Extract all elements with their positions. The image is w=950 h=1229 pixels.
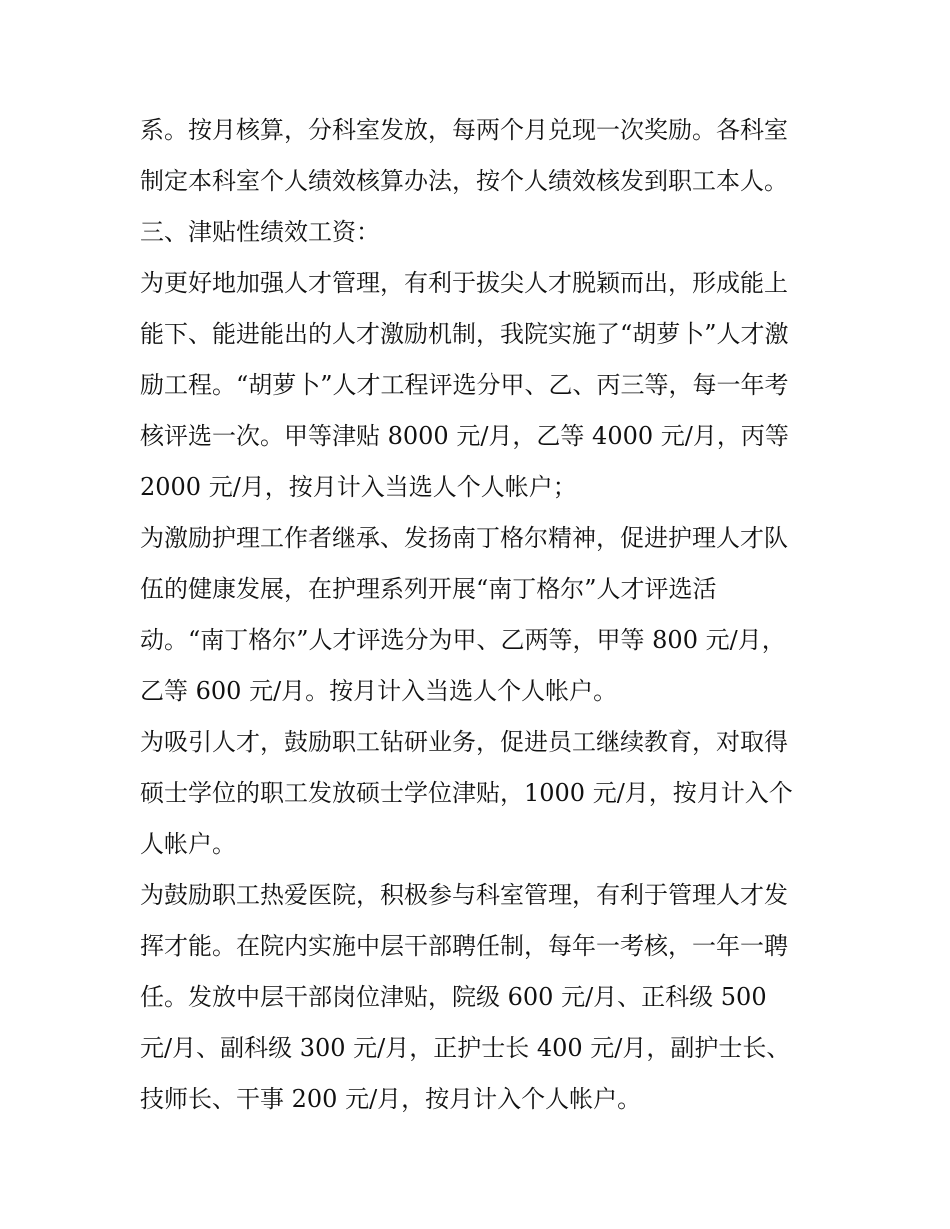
text-line: 任。发放中层干部岗位津贴，院级 600 元/月、正科级 500 bbox=[140, 983, 767, 1011]
text-line: 能下、能进能出的人才激励机制，我院实施了“胡萝卜”人才激 bbox=[140, 320, 789, 348]
text-line: 元/月、副科级 300 元/月，正护士长 400 元/月，副护士长、 bbox=[140, 1034, 791, 1062]
text-line: 为更好地加强人才管理，有利于拔尖人才脱颖而出，形成能上 bbox=[140, 269, 788, 297]
text-line: 伍的健康发展，在护理系列开展“南丁格尔”人才评选活 bbox=[140, 575, 717, 603]
text-line: 核评选一次。甲等津贴 8000 元/月，乙等 4000 元/月，丙等 bbox=[140, 422, 789, 450]
text-line: 制定本科室个人绩效核算办法，按个人绩效核发到职工本人。 bbox=[140, 167, 788, 195]
text-line: 挥才能。在院内实施中层干部聘任制，每年一考核，一年一聘 bbox=[140, 932, 788, 960]
text-line: 技师长、干事 200 元/月，按月计入个人帐户。 bbox=[140, 1085, 642, 1113]
text-line: 为激励护理工作者继承、发扬南丁格尔精神，促进护理人才队 bbox=[140, 524, 788, 552]
text-line: 为鼓励职工热爱医院，积极参与科室管理，有利于管理人才发 bbox=[140, 881, 788, 909]
section-heading: 三、津贴性绩效工资： bbox=[140, 218, 380, 246]
text-line: 动。“南丁格尔”人才评选分为甲、乙两等，甲等 800 元/月， bbox=[140, 626, 786, 654]
text-line: 2000 元/月，按月计入当选人个人帐户； bbox=[140, 473, 577, 501]
text-line: 人帐户。 bbox=[140, 830, 236, 858]
text-line: 为吸引人才，鼓励职工钻研业务，促进员工继续教育，对取得 bbox=[140, 728, 788, 756]
text-line: 乙等 600 元/月。按月计入当选人个人帐户。 bbox=[140, 677, 618, 705]
text-line: 系。按月核算，分科室发放，每两个月兑现一次奖励。各科室 bbox=[140, 116, 788, 144]
text-line: 硕士学位的职工发放硕士学位津贴，1000 元/月，按月计入个 bbox=[140, 779, 793, 807]
text-line: 励工程。“胡萝卜”人才工程评选分甲、乙、丙三等，每一年考 bbox=[140, 371, 789, 399]
